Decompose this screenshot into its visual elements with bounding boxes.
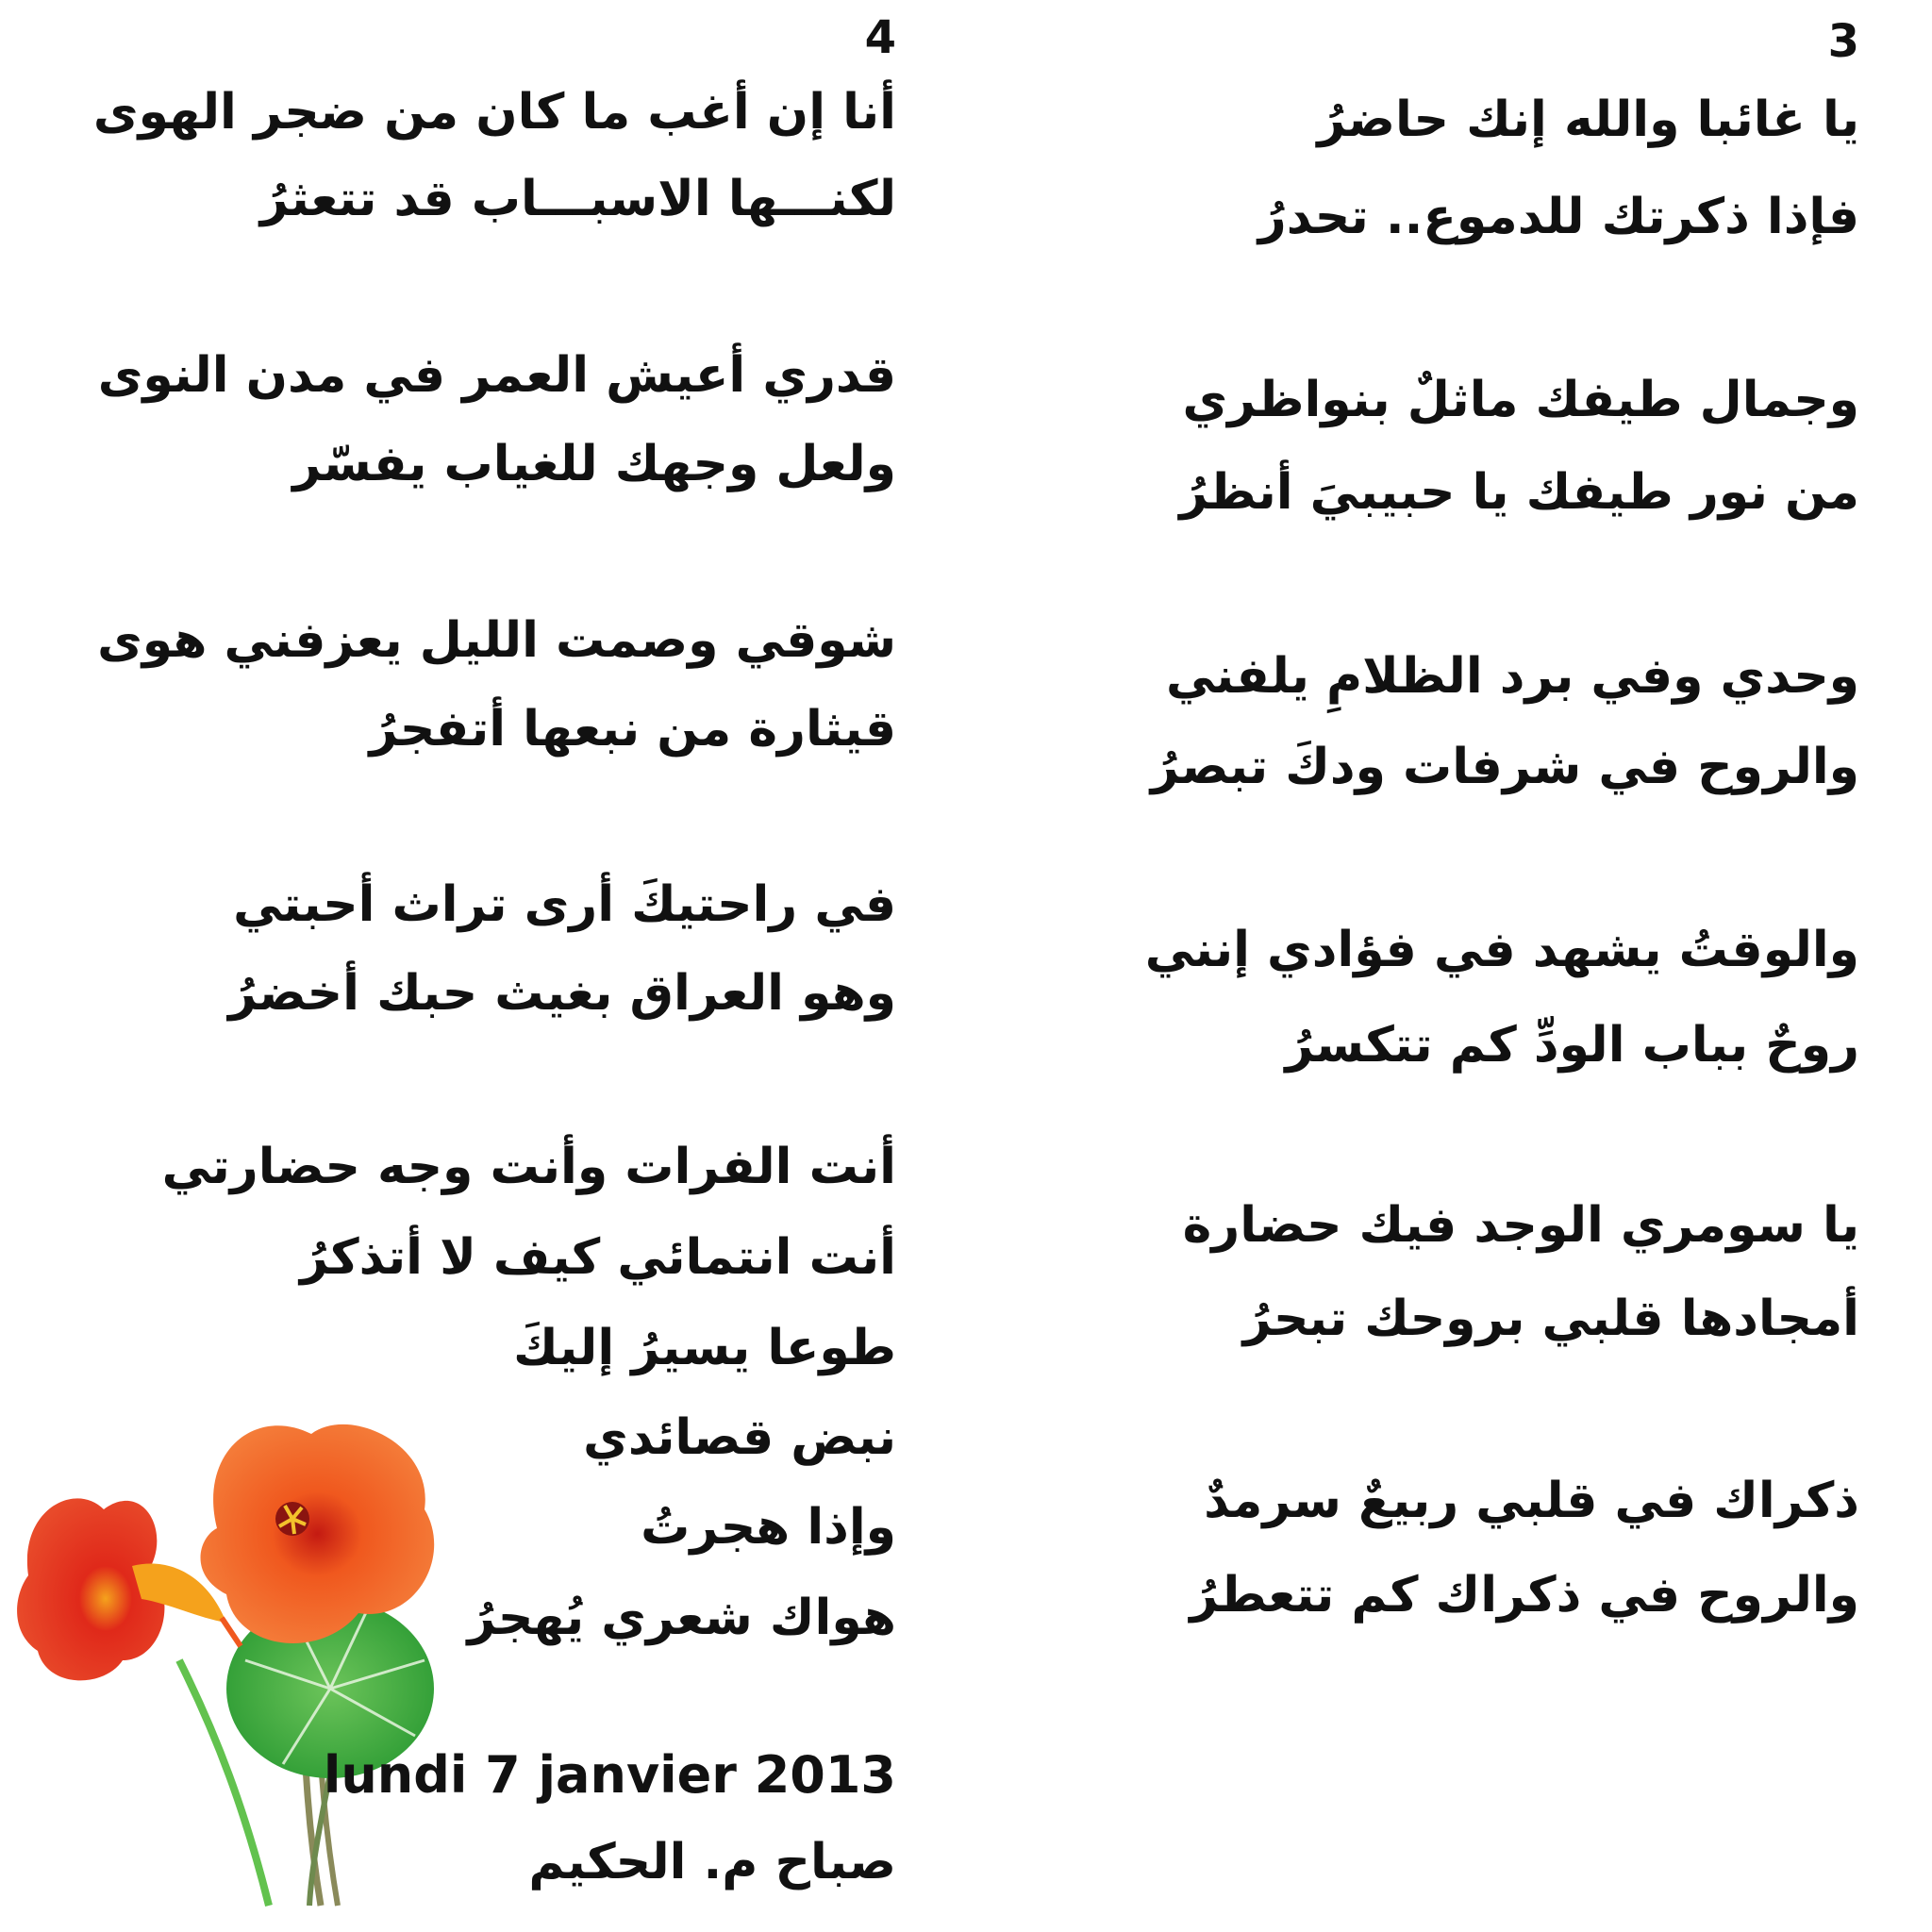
poem-line: يا غائبا والله إنك حاضرُ bbox=[1317, 92, 1859, 148]
page-number-3: 3 bbox=[1827, 15, 1859, 68]
poem-line: نبض قصائدي bbox=[583, 1409, 896, 1466]
page-number-4: 4 bbox=[864, 11, 896, 64]
poem-line: وحدي وفي برد الظلامِ يلفني bbox=[1165, 648, 1859, 705]
poem-line: يا سومري الوجد فيك حضارة bbox=[1182, 1197, 1859, 1254]
poem-line: قدري أعيش العمر في مدن النوى bbox=[97, 347, 896, 404]
poem-line: وإذا هجرتُ bbox=[641, 1499, 896, 1556]
poem-line: فإذا ذكرتك للدموع.. تحدرُ bbox=[1257, 189, 1859, 245]
poem-line: والروح في شرفات ودكَ تبصرُ bbox=[1150, 739, 1859, 795]
author-name: صباح م. الحكيم bbox=[528, 1834, 896, 1890]
poem-line: في راحتيكَ أرى تراث أحبتي bbox=[233, 876, 896, 933]
poem-line: طوعا يسيرُ إليكَ bbox=[513, 1320, 896, 1376]
poem-line: أنا إن أغب ما كان من ضجر الهوى bbox=[92, 84, 896, 141]
date-line: lundi 7 janvier 2013 bbox=[323, 1745, 896, 1805]
poem-line: من نور طيفك يا حبيبيَ أنظرُ bbox=[1179, 464, 1859, 521]
poem-line: أمجادها قلبي بروحك تبحرُ bbox=[1242, 1291, 1859, 1347]
poem-line: أنت انتمائي كيف لا أتذكرُ bbox=[300, 1229, 896, 1286]
poem-line: وجمال طيفك ماثلٌ بنواظري bbox=[1182, 372, 1859, 428]
poem-line: أنت الفرات وأنت وجه حضارتي bbox=[161, 1139, 896, 1195]
poem-line: وهو العراق بغيث حبك أخضرُ bbox=[228, 965, 896, 1022]
poem-line: ذكراك في قلبي ربيعٌ سرمدٌ bbox=[1204, 1473, 1859, 1529]
poem-line: هواك شعري يُهجرُ bbox=[467, 1590, 896, 1646]
poem-line: روحٌ بباب الودِّ كم تتكسرُ bbox=[1285, 1017, 1859, 1074]
nasturtium-illustration bbox=[9, 1377, 462, 1924]
poem-line: لكنـــها الاسبـــاب قد تتعثرُ bbox=[259, 171, 896, 227]
poem-line: ولعل وجهك للغياب يفسّر bbox=[292, 436, 896, 492]
red-flower bbox=[17, 1498, 241, 1680]
poem-line: والروح في ذكراك كم تتعطرُ bbox=[1190, 1567, 1859, 1624]
orange-flower bbox=[201, 1424, 435, 1643]
poem-line: شوقي وصمت الليل يعزفني هوى bbox=[97, 612, 896, 669]
poem-line: والوقتُ يشهد في فؤادي إنني bbox=[1144, 922, 1859, 978]
poem-line: قيثارة من نبعها أتفجرُ bbox=[369, 701, 896, 758]
